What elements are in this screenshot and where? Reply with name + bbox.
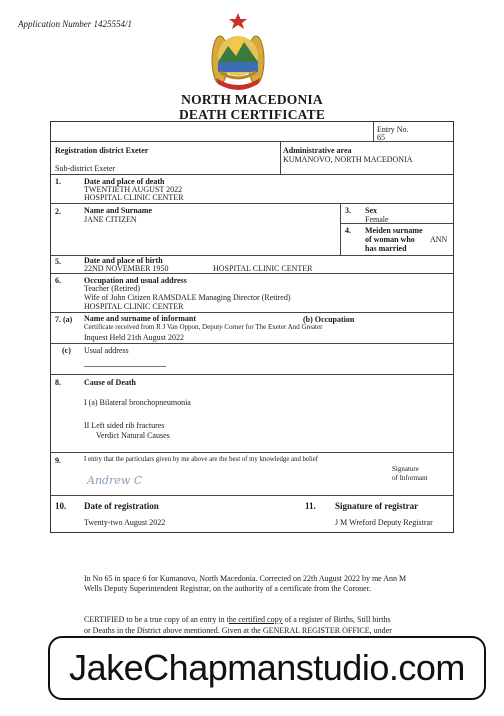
registration-district: Registration district Exeter: [55, 146, 149, 155]
field-2-number: 2.: [55, 207, 61, 216]
field-10-number: 10.: [55, 501, 67, 511]
field-5-number: 5.: [55, 257, 61, 266]
field-7-number: 7. (a): [55, 315, 73, 324]
cause-line-3: Verdict Natural Causes: [96, 431, 170, 440]
maiden-label-3: has married: [365, 244, 407, 253]
cause-line-1: I (a) Bilateral bronchopneumonia: [84, 398, 191, 407]
admin-area-value: KUMANOVO, NORTH MACEDONIA: [283, 155, 413, 164]
correction-note-line-1: In No 65 in space 6 for Kumanovo, North Macedonia. Corrected on 22th August 2022 by me Ann M: [84, 574, 407, 583]
registration-date-value: Twenty-two August 2022: [84, 518, 166, 527]
field-6-number: 6.: [55, 276, 61, 285]
name-label: Name and Surname: [84, 206, 153, 215]
name-value: JANE CITIZEN: [84, 215, 137, 224]
entry-label: Entry No.: [377, 125, 409, 134]
sub-district: Sub-district Exeter: [55, 164, 116, 173]
cause-line-2: II Left sided rib fractures: [84, 421, 165, 430]
informant-line-2: Inquest Held 21th August 2022: [84, 333, 184, 342]
sex-label: Sex: [365, 206, 377, 215]
death-place: HOSPITAL CLINIC CENTER: [84, 193, 184, 202]
informant-declaration: I entry that the particulars given by me above are the best of my knowledge and belief: [84, 456, 319, 463]
field-4-number: 4.: [345, 226, 351, 235]
birth-place: HOSPITAL CLINIC CENTER: [213, 264, 313, 273]
field-1-number: 1.: [55, 177, 61, 186]
informant-label: Name and surname of informant: [84, 314, 196, 323]
occupation-line-3: HOSPITAL CLINIC CENTER: [84, 302, 184, 311]
occupation-label: Occupation and usual address: [84, 276, 187, 285]
registration-date-label: Date of registration: [84, 501, 159, 511]
informant-occupation-label: (b) Occupation: [303, 315, 355, 324]
death-label: Date and place of death: [84, 177, 165, 186]
admin-area-label: Administrative area: [283, 146, 352, 155]
usual-address-label: Usual address: [84, 346, 129, 355]
watermark-banner: JakeChapmanstudio.com: [48, 636, 486, 700]
field-3-number: 3.: [345, 206, 351, 215]
certification-line-1: CERTIFIED to be a true copy of an entry in the certified copy of a register of Births, Still births: [84, 615, 391, 624]
death-date: TWENTIETH AUGUST 2022: [84, 185, 183, 194]
registrar-signature-label: Signature of registrar: [335, 501, 419, 511]
informant-signature: Andrew C: [87, 474, 143, 487]
country-title: NORTH MACEDONIA: [181, 92, 323, 107]
coat-of-arms-emblem: [206, 12, 270, 90]
registrar-signature-value: J M Wreford Deputy Registrar: [335, 518, 433, 527]
maiden-label-2: of woman who: [365, 235, 415, 244]
occupation-line-1: Teacher (Retired): [84, 284, 141, 293]
signature-label-2: of Informant: [392, 474, 428, 482]
correction-note-line-2: Wells Deputy Superintendent Registrar, on the authority of a certificate from the Coroner.: [84, 584, 371, 593]
field-7c-number: (c): [62, 346, 71, 355]
sex-value: Female: [365, 215, 389, 224]
maiden-value: ANN: [430, 235, 448, 244]
occupation-line-2: Wife of John Citizen RAMSDALE Managing Director (Retired): [84, 293, 291, 302]
signature-label-1: Signature: [392, 465, 419, 473]
certification-line-2: or Deaths in the District above mentioned. Given at the GENERAL REGISTER OFFICE, under: [84, 626, 392, 635]
certificate-form: [50, 121, 454, 533]
maiden-label-1: Meiden surname: [365, 226, 423, 235]
document-title: DEATH CERTIFICATE: [178, 107, 326, 122]
informant-line-1: Certificate received from R J Van Oppon, Deputy Corner for The Exeter And Greater: [84, 323, 323, 331]
address-line: [84, 366, 166, 367]
field-9-number: 9.: [55, 456, 61, 465]
application-number: Application Number 1425554/1: [18, 19, 132, 29]
field-11-number: 11.: [305, 501, 316, 511]
cause-label: Cause of Death: [84, 378, 136, 387]
birth-label: Date and place of birth: [84, 256, 163, 265]
field-8-number: 8.: [55, 378, 61, 387]
birth-date: 22ND NOVEMBER 1950: [84, 264, 169, 273]
entry-number: 65: [377, 133, 385, 142]
